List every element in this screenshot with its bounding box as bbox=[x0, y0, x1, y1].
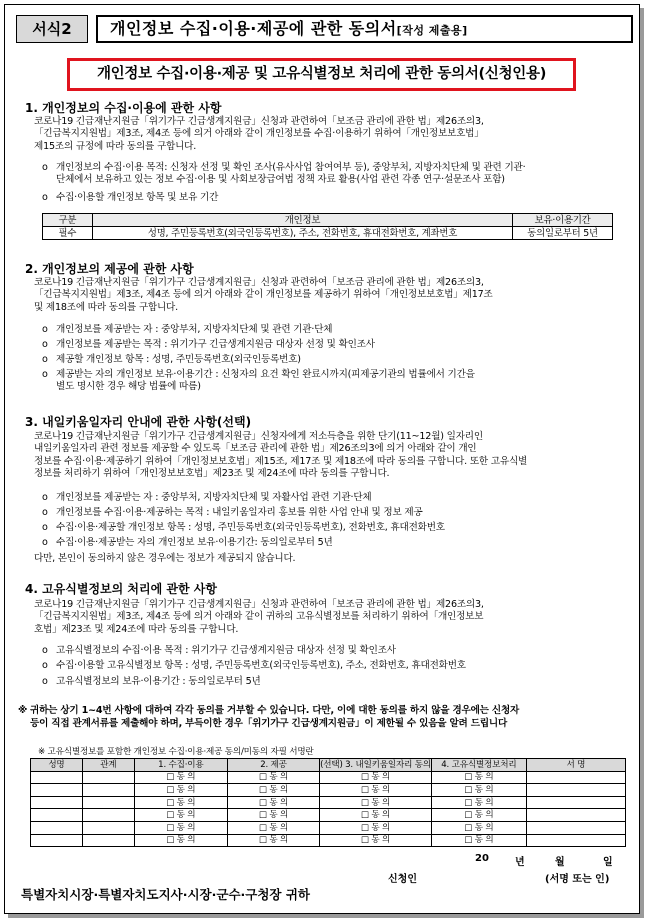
text-line: 정보를 수집·이용·제공하기 위하여「개인정보보호법」제15조, 제17조 및 제18조에 따라 동의를 구합니다. 또한 고유식별 bbox=[34, 455, 528, 467]
section4-bullet-purpose bbox=[42, 645, 614, 657]
section1-heading: 1. 개인정보의 수집·이용에 관한 사항 bbox=[25, 101, 222, 115]
text-line: 코로나19 긴급재난지원금「위기가구 긴급생계지원금」신청과 관련하여「보조금 관리에 관한 법」제26조의3, bbox=[34, 277, 484, 288]
text-line: 내일키움일자리 관련 정보를 제공할 수 있도록「보조금 관리에 관한 법」제26조의3에 의거 아래와 같이 개인 bbox=[34, 443, 477, 455]
name-cell[interactable] bbox=[31, 834, 83, 847]
section3-bullet-purpose bbox=[42, 507, 614, 519]
text-line: 별도 명시한 경우 해당 법률에 따름) bbox=[56, 381, 201, 393]
bullet-circle-icon: o bbox=[42, 369, 48, 380]
table-row bbox=[31, 834, 626, 847]
text-line: 코로나19 긴급재난지원금「위기가구 긴급생계지원금」신청과 관련하여「보조금 관리에 관한 법」제26조의3, bbox=[34, 599, 484, 610]
relation-cell[interactable] bbox=[82, 821, 134, 834]
signature-cell[interactable] bbox=[526, 771, 625, 784]
refusal-notice bbox=[18, 704, 624, 730]
consent-checkbox-cell[interactable]: □ 동 의 bbox=[431, 834, 526, 847]
section3-heading: 3. 내일키움일자리 안내에 관한 사항(선택) bbox=[25, 415, 252, 429]
bullet-circle-icon: o bbox=[42, 192, 48, 203]
relation-cell[interactable] bbox=[82, 771, 134, 784]
signature-table-body bbox=[31, 771, 626, 847]
text-line: 고유식별정보의 보유·이용기간 : 동의일로부터 5년 bbox=[56, 676, 261, 687]
text-line: 「긴급복지지원법」제3조, 제4조 등에 의거 아래와 같이 개인정보를 수집·이용하기 위하여「개인정보보호법」 bbox=[34, 128, 484, 140]
signature-cell[interactable] bbox=[526, 834, 625, 847]
consent-checkbox-cell[interactable]: □ 동 의 bbox=[227, 784, 319, 797]
text-line: 제공할 개인정보 항목 : 성명, 주민등록번호(외국인등록번호) bbox=[56, 354, 301, 365]
applicant-label: 신청인 bbox=[388, 874, 417, 885]
section4-paragraph bbox=[34, 599, 614, 636]
table-row bbox=[31, 809, 626, 822]
consent-checkbox-cell[interactable]: □ 동 의 bbox=[320, 809, 432, 822]
consent-checkbox-cell[interactable]: □ 동 의 bbox=[134, 784, 227, 797]
section3-bullet-items bbox=[42, 522, 614, 534]
consent-title-box: 개인정보 수집·이용·제공 및 고유식별정보 처리에 관한 동의서(신청인용) bbox=[67, 58, 576, 91]
text-line: 수집·이용·제공할 개인정보 항목 : 성명, 주민등록번호(외국인등록번호), 전화번호, 휴대전화번호 bbox=[56, 522, 445, 533]
signature-cell[interactable] bbox=[526, 821, 625, 834]
text-line: 정보를 처리하기 위하여「개인정보보호법」제23조 및 제24조에 따라 동의를 구합니다. bbox=[34, 468, 390, 480]
text-line: 단체에서 보유하고 있는 정보 수집·이용 및 사회보장급여법 정책 자료 활용(사업 관련 각종 연구·설문조사 포함) bbox=[56, 174, 505, 186]
name-cell[interactable] bbox=[31, 821, 83, 834]
table-header-cell: 개인정보 bbox=[92, 214, 512, 227]
date-day-label: 일 bbox=[603, 857, 613, 868]
section2-bullet-purpose bbox=[42, 339, 614, 351]
personal-info-table bbox=[42, 213, 613, 240]
section3-paragraph bbox=[34, 431, 614, 481]
consent-checkbox-cell[interactable]: □ 동 의 bbox=[431, 821, 526, 834]
consent-checkbox-cell[interactable]: □ 동 의 bbox=[320, 834, 432, 847]
consent-checkbox-cell[interactable]: □ 동 의 bbox=[227, 834, 319, 847]
relation-cell[interactable] bbox=[82, 796, 134, 809]
name-cell[interactable] bbox=[31, 784, 83, 797]
section4-bullet-period bbox=[42, 676, 614, 688]
name-cell[interactable] bbox=[31, 809, 83, 822]
table-header-cell: 서 명 bbox=[526, 759, 625, 772]
consent-checkbox-cell[interactable]: □ 동 의 bbox=[134, 809, 227, 822]
text-line: 수집·이용할 개인정보 항목 및 보유 기간 bbox=[56, 192, 219, 203]
bullet-circle-icon: o bbox=[42, 676, 48, 687]
text-line: 제15조의 규정에 따라 동의를 구합니다. bbox=[34, 140, 197, 152]
section3-bullet-recipient bbox=[42, 492, 614, 504]
consent-checkbox-cell[interactable]: □ 동 의 bbox=[431, 796, 526, 809]
text-line: 코로나19 긴급재난지원금「위기가구 긴급생계지원금」신청과 관련하여「보조금 관리에 관한 법」제26조의3, bbox=[34, 116, 484, 127]
text-line: 개인정보를 수집·이용·제공하는 목적 : 내일키움일자리 홍보를 위한 사업 안내 및 정보 제공 bbox=[56, 507, 423, 518]
table-header-cell: 보유·이용기간 bbox=[513, 214, 613, 227]
table-header-cell: 관계 bbox=[82, 759, 134, 772]
section4-heading: 4. 고유식별정보의 처리에 관한 사항 bbox=[25, 582, 217, 596]
document-title-text: 개인정보 수집·이용·제공에 관한 동의서 bbox=[110, 19, 397, 38]
applicant-sign-label: (서명 또는 인) bbox=[545, 874, 610, 885]
bullet-circle-icon: o bbox=[42, 507, 48, 518]
date-year-prefix: 20 bbox=[475, 853, 489, 864]
section2-bullet-recipient bbox=[42, 324, 614, 336]
table-cell: 필수 bbox=[43, 227, 93, 240]
text-line: 개인정보를 제공받는 자 : 중앙부처, 지방자치단체 및 자활사업 관련 기관·단체 bbox=[56, 492, 372, 503]
date-line bbox=[475, 853, 615, 867]
text-line: 개인정보를 제공받는 자 : 중앙부처, 지방자치단체 및 관련 기관·단체 bbox=[56, 324, 333, 335]
section3-bullet-period bbox=[42, 537, 614, 549]
text-line: 등이 직접 관계서류를 제출해야 하며, 부득이한 경우「위기가구 긴급생계지원금」이 제한될 수 있음을 알려 드립니다 bbox=[30, 718, 508, 729]
table-header-row bbox=[31, 759, 626, 772]
text-line: 귀하는 상기 1~4번 사항에 대하여 각각 동의를 거부할 수 있습니다. 다만, 이에 대한 동의를 하지 않을 경우에는 신청자 bbox=[30, 705, 520, 716]
table-header-cell: (선택) 3. 내일키움일자리 동의 bbox=[320, 759, 431, 770]
form-number-badge: 서식2 bbox=[16, 15, 88, 43]
table-header-row bbox=[43, 214, 613, 227]
consent-checkbox-cell[interactable]: □ 동 의 bbox=[320, 821, 432, 834]
consent-checkbox-cell[interactable]: □ 동 의 bbox=[227, 771, 319, 784]
table-header-cell: 성명 bbox=[31, 759, 83, 772]
text-line: 수집·이용·제공받는 자의 개인정보 보유·이용기간: 동의일로부터 5년 bbox=[56, 537, 333, 548]
signature-table-note: ※ 고유식별정보를 포함한 개인정보 수집·이용·제공 동의/미동의 자필 서명란 bbox=[38, 747, 314, 757]
section1-bullet-items bbox=[42, 192, 614, 204]
name-cell[interactable] bbox=[31, 796, 83, 809]
table-row bbox=[31, 796, 626, 809]
table-row bbox=[43, 227, 613, 240]
text-line: 및 제18조에 따라 동의를 구합니다. bbox=[34, 301, 178, 313]
consent-checkbox-cell[interactable]: □ 동 의 bbox=[227, 809, 319, 822]
bullet-circle-icon: o bbox=[42, 324, 48, 335]
table-header-cell: 구분 bbox=[43, 214, 93, 227]
consent-checkbox-cell[interactable]: □ 동 의 bbox=[431, 771, 526, 784]
text-line: 코로나19 긴급재난지원금「위기가구 긴급생계지원금」신청자에게 저소득층을 위한 단기(11~12월) 일자리인 bbox=[34, 431, 483, 442]
text-line: 개인정보의 수집·이용 목적: 신청자 선정 및 확인 조사(유사사업 참여여부 등), 중앙부처, 지방자치단체 및 관련 기관· bbox=[56, 162, 526, 173]
signature-cell[interactable] bbox=[526, 809, 625, 822]
section1-bullet-purpose bbox=[42, 162, 614, 187]
consent-checkbox-cell[interactable]: □ 동 의 bbox=[320, 784, 432, 797]
name-cell[interactable] bbox=[31, 771, 83, 784]
consent-checkbox-cell[interactable]: □ 동 의 bbox=[134, 771, 227, 784]
relation-cell[interactable] bbox=[82, 834, 134, 847]
consent-checkbox-cell[interactable]: □ 동 의 bbox=[134, 834, 227, 847]
consent-checkbox-cell[interactable]: □ 동 의 bbox=[431, 784, 526, 797]
bullet-circle-icon: o bbox=[42, 162, 48, 173]
bullet-circle-icon: o bbox=[42, 492, 48, 503]
date-year-label: 년 bbox=[515, 857, 525, 868]
consent-checkbox-cell[interactable]: □ 동 의 bbox=[431, 809, 526, 822]
table-row bbox=[31, 771, 626, 784]
section2-bullet-period bbox=[42, 369, 614, 394]
text-line: 「긴급복지지원법」제3조, 제4조 등에 의거 아래와 같이 개인정보를 제공하기 위하여「개인정보보호법」제17조 bbox=[34, 289, 493, 301]
text-line: 수집·이용할 고유식별정보 항목 : 성명, 주민등록번호(외국인등록번호), 주소, 전화번호, 휴대전화번호 bbox=[56, 660, 466, 671]
addressee: 특별자치시장·특별자치도지사·시장·군수·구청장 귀하 bbox=[21, 887, 310, 902]
signature-table bbox=[30, 758, 626, 847]
consent-checkbox-cell[interactable]: □ 동 의 bbox=[320, 796, 432, 809]
consent-checkbox-cell[interactable]: □ 동 의 bbox=[227, 821, 319, 834]
date-month-label: 월 bbox=[555, 857, 565, 868]
section2-paragraph bbox=[34, 277, 614, 314]
relation-cell[interactable] bbox=[82, 784, 134, 797]
table-row bbox=[31, 784, 626, 797]
bullet-circle-icon: o bbox=[42, 339, 48, 350]
section2-bullet-items bbox=[42, 354, 614, 366]
bullet-circle-icon: o bbox=[42, 645, 48, 656]
signature-cell[interactable] bbox=[526, 796, 625, 809]
consent-checkbox-cell[interactable]: □ 동 의 bbox=[134, 796, 227, 809]
consent-checkbox-cell[interactable]: □ 동 의 bbox=[227, 796, 319, 809]
table-header-cell: 2. 제공 bbox=[227, 759, 319, 772]
consent-checkbox-cell[interactable]: □ 동 의 bbox=[134, 821, 227, 834]
signature-cell[interactable] bbox=[526, 784, 625, 797]
bullet-circle-icon: o bbox=[42, 522, 48, 533]
table-row bbox=[31, 821, 626, 834]
relation-cell[interactable] bbox=[82, 809, 134, 822]
notice-mark-icon: ※ bbox=[18, 705, 28, 716]
bullet-circle-icon: o bbox=[42, 354, 48, 365]
bullet-circle-icon: o bbox=[42, 537, 48, 548]
table-header-cell: 4. 고유식별정보처리 bbox=[431, 759, 526, 772]
bullet-circle-icon: o bbox=[42, 660, 48, 671]
text-line: 고유식별정보의 수집·이용 목적 : 위기가구 긴급생계지원금 대상자 선정 및 확인조사 bbox=[56, 645, 396, 656]
document-title-sub: [작성 제출용] bbox=[396, 24, 468, 37]
table-cell: 동의일로부터 5년 bbox=[513, 227, 613, 240]
table-header-cell: 1. 수집·이용 bbox=[134, 759, 227, 772]
consent-checkbox-cell[interactable]: □ 동 의 bbox=[320, 771, 432, 784]
document-title bbox=[96, 15, 633, 43]
table-cell: 성명, 주민등록번호(외국인등록번호), 주소, 전화번호, 휴대전화번호, 계좌번호 bbox=[92, 227, 512, 240]
section1-paragraph bbox=[34, 116, 614, 153]
text-line: 개인정보를 제공받는 목적 : 위기가구 긴급생계지원금 대상자 선정 및 확인조사 bbox=[56, 339, 375, 350]
form-page bbox=[4, 4, 640, 914]
text-line: 「긴급복지지원법」제3조, 제4조 등에 의거 아래와 같이 귀하의 고유식별정보를 처리하기 위하여「개인정보보 bbox=[34, 611, 484, 623]
text-line: 호법」제23조 및 제24조에 따라 동의를 구합니다. bbox=[34, 623, 239, 635]
section3-closing: 다만, 본인이 동의하지 않은 경우에는 정보가 제공되지 않습니다. bbox=[34, 553, 296, 564]
section2-heading: 2. 개인정보의 제공에 관한 사항 bbox=[25, 262, 194, 276]
text-line: 제공받는 자의 개인정보 보유·이용기간 : 신청자의 요건 확인 완료시까지(피제공기관의 법률에서 기간을 bbox=[56, 369, 475, 380]
form-header bbox=[16, 15, 633, 43]
section4-bullet-items bbox=[42, 660, 614, 672]
